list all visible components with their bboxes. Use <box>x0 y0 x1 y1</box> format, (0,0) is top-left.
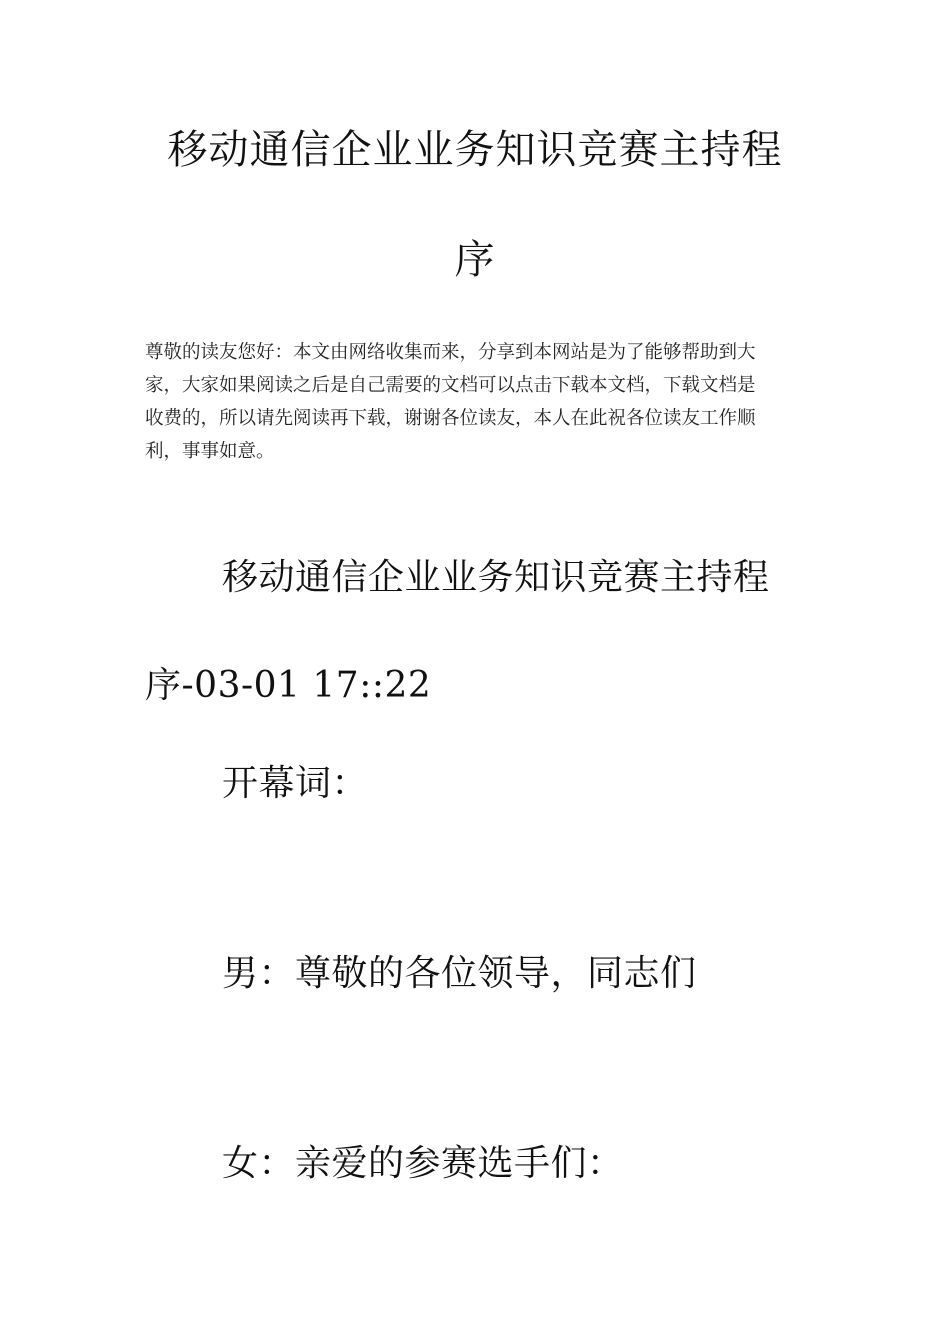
body-heading-line-1: 移动通信企业业务知识竞赛主持程 <box>222 557 770 598</box>
male-host-line: 男：尊敬的各位领导，同志们 <box>222 953 697 994</box>
reader-notice-line: 尊敬的读友您好：本文由网络收集而来，分享到本网站是为了能够帮助到大 <box>145 342 756 363</box>
reader-notice-line: 利，事事如意。 <box>145 441 275 462</box>
body-heading-line-2: 序-03-01 17::22 <box>145 665 432 706</box>
reader-notice-line: 家，大家如果阅读之后是自己需要的文档可以点击下载本文档，下载文档是 <box>145 375 756 396</box>
opening-speech-label: 开幕词： <box>222 763 369 804</box>
female-host-line: 女：亲爱的参赛选手们： <box>222 1143 624 1184</box>
reader-notice <box>145 336 805 468</box>
document-title-line-2: 序 <box>454 237 496 283</box>
document-title-line-1: 移动通信企业业务知识竞赛主持程 <box>167 127 783 173</box>
reader-notice-line: 收费的，所以请先阅读再下载，谢谢各位读友，本人在此祝各位读友工作顺 <box>145 408 756 429</box>
